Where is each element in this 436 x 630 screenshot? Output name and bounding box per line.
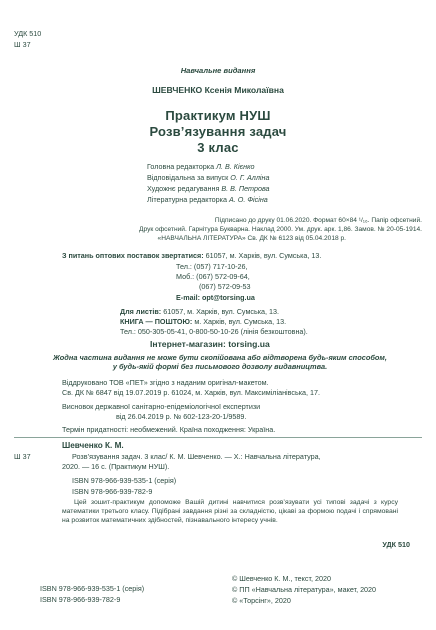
mail-phones: Тел.: 050-305-05-41, 0-800-50-10-26 (лінія безкоштовна).	[120, 327, 308, 336]
editor-responsible: Відповідальна за випуск О. Г. Алліна	[147, 173, 270, 182]
editor-chief: Головна редакторка Л. В. Кієнко	[147, 162, 255, 171]
printed-by-1: Віддруковано ТОВ «ПЕТ» згідно з наданим оригінал-макетом.	[62, 378, 269, 387]
udk-top: УДК 510	[14, 29, 42, 38]
copyright-author: © Шевченко К. М., текст, 2020	[232, 574, 331, 583]
wholesale-contact: З питань оптових поставок звертатися: 61057, м. Харків, вул. Сумська, 13.	[62, 251, 322, 260]
wholesale-email[interactable]: E-mail: opt@torsing.ua	[176, 293, 255, 302]
edition-type: Навчальне видання	[180, 66, 256, 75]
bottom-isbn-series: ISBN 978-966-939-535-1 (серія)	[40, 584, 145, 593]
book-title-line-2: Розв’язування задач	[149, 124, 287, 139]
bottom-isbn: ISBN 978-966-939-782-9	[40, 595, 121, 604]
editor-literary: Літературна редакторка А. О. Фісіна	[147, 195, 268, 204]
author-name: ШЕВЧЕНКО Ксенія Миколаївна	[152, 85, 284, 95]
copyright-warning: Жодна частина видання не може бути скопійована або відтворена будь-яким способом, у будь-якій формі без письмового дозволу видавництва.	[53, 353, 387, 372]
shelf-code-top: Ш 37	[14, 40, 31, 49]
printed-by-2: Св. ДК № 6847 від 19.07.2019 р. 61024, м. Харків, вул. Максиміліанівська, 17.	[62, 388, 321, 397]
catalog-shelf-code: Ш 37	[14, 452, 31, 461]
book-title-line-1: Практикум НУШ	[165, 108, 271, 123]
print-info-1: Підписано до друку 01.06.2020. Формат 60×84 ¹/₁₆. Папір офсетний.	[214, 217, 422, 224]
book-title-line-3: 3 клас	[197, 140, 239, 155]
copyright-torsing: © «Торсінг», 2020	[232, 596, 291, 605]
mail-letters: Для листів: 61057, м. Харків, вул. Сумська, 13.	[120, 307, 280, 316]
catalog-desc-1: Розв’язування задач. 3 клас/ К. М. Шевченко. — Х.: Навчальна література,	[72, 452, 321, 461]
print-info-2: Друк офсетний. Гарнітура Букварна. Наклад 2000. Ум. друк. арк. 1,86. Замов. № 20-05-1914.	[139, 226, 422, 233]
print-info-3: «НАВЧАЛЬНА ЛІТЕРАТУРА» Св. ДК № 6123 від 05.04.2018 р.	[157, 235, 346, 242]
usage-term: Термін придатності: необмежений. Країна походження: Україна.	[62, 425, 276, 434]
catalog-isbn: ISBN 978-966-939-782-9	[72, 487, 153, 496]
wholesale-phone-3: (067) 572-09-53	[199, 282, 251, 291]
section-divider	[14, 437, 422, 438]
catalog-udk: УДК 510	[382, 540, 410, 549]
catalog-desc-2: 2020. — 16 с. (Практикум НУШ).	[62, 462, 170, 471]
wholesale-phone-1: Тел.: (057) 717-10-26,	[176, 262, 248, 271]
sanitary-2: від 26.04.2019 р. № 602-123-20-1/9589.	[116, 412, 247, 421]
editor-art: Художнє редагування В. В. Петрова	[147, 184, 270, 193]
wholesale-phone-2: Моб.: (067) 572-09-64,	[176, 272, 250, 281]
catalog-author: Шевченко К. М.	[62, 441, 124, 450]
mail-book: КНИГА — ПОШТОЮ: м. Харків, вул. Сумська, 13.	[120, 317, 287, 326]
catalog-abstract: Цей зошит-практикум допоможе Вашій дитині навчитися розв’язувати усі типові задачі з курсу математики третього класу. Підібрані завдання різні за складністю, цікаві за формою подачі і спрямовані на розвиток математичних здібностей, пізнавального інтересу учнів.	[62, 499, 398, 524]
catalog-isbn-series: ISBN 978-966-939-535-1 (серія)	[72, 476, 177, 485]
copyright-publisher: © ПП «Навчальна література», макет, 2020	[232, 585, 377, 594]
sanitary-1: Висновок державної санітарно-епідеміологічної експертизи	[62, 402, 261, 411]
internet-shop[interactable]: Інтернет-магазин: torsing.ua	[150, 339, 270, 349]
